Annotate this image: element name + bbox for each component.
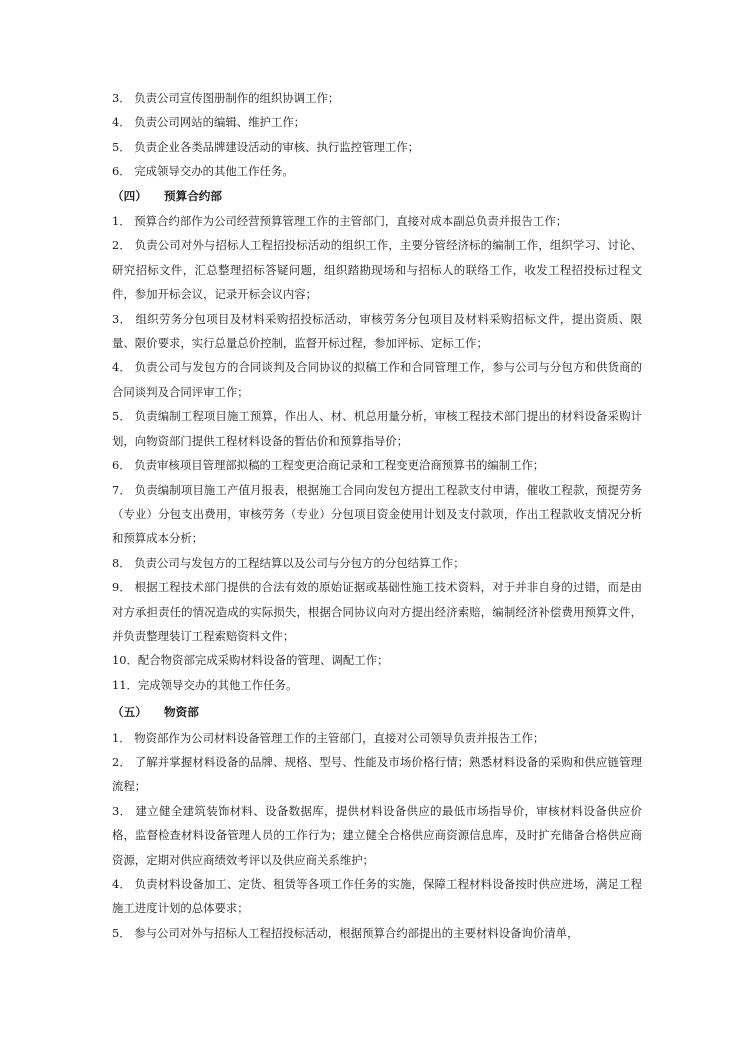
list-item: 6． 负责审核项目管理部拟稿的工程变更洽商记录和工程变更洽商预算书的编制工作； bbox=[112, 458, 545, 473]
list-item: 5． 负责企业各类品牌建设活动的审核、执行监控管理工作； bbox=[112, 139, 420, 154]
list-item: 9． 根据工程技术部门提供的合法有效的原始证据或基础性施工技术资料，对于并非自身的过错，而是由对方承担责任的情况造成的实际损失，根据合同协议向对方提出经济索赔，编制经济补偿费用预算文件，并负责整理装订工程索赔资料文件； bbox=[112, 580, 642, 643]
document-body bbox=[112, 86, 642, 945]
section-heading-materials bbox=[112, 700, 642, 724]
list-item: 11．完成领导交办的其他工作任务。 bbox=[112, 677, 298, 692]
list-item: 1． 预算合约部作为公司经营预算管理工作的主管部门，直接对成本副总负责并报告工作； bbox=[112, 214, 568, 229]
list-item: 3． 建立健全建筑装饰材料、设备数据库，提供材料设备供应的最低市场指导价，审核材料设备供应价格，监督检查材料设备管理人员的工作行为；建立健全合格供应商资源信息库，及时扩充储备合格供应商资源，定期对供应商绩效考评以及供应商关系维护； bbox=[112, 803, 642, 867]
list-item: 4． 负责公司与发包方的合同谈判及合同协议的拟稿工作和合同管理工作，参与公司与分包方和供货商的合同谈判及合同评审工作； bbox=[112, 360, 642, 399]
list-item: 5． 负责编制工程项目施工预算，作出人、材、机总用量分析，审核工程技术部门提出的材料设备采购计划，向物资部门提供工程材料设备的暂估价和预算指导价； bbox=[112, 409, 642, 448]
list-item: 3． 负责公司宣传图册制作的组织协调工作； bbox=[112, 91, 340, 105]
list-item: 8． 负责公司与发包方的工程结算以及公司与分包方的分包结算工作； bbox=[112, 555, 465, 570]
list-item: 1． 物资部作为公司材料设备管理工作的主管部门，直接对公司领导负责并报告工作； bbox=[112, 730, 545, 745]
list-item: 3． 组织劳务分包项目及材料采购招投标活动，审核劳务分包项目及材料采购招标文件，提出资质、限量、限价要求，实行总量总价控制，监督开标过程，参加评标、定标工作； bbox=[112, 311, 642, 351]
section-number: （五） bbox=[112, 705, 147, 720]
list-item: 2． 了解并掌握材料设备的品牌、规格、型号、性能及市场价格行情；熟悉材料设备的采购和供应链管理流程； bbox=[112, 754, 642, 794]
section-title: 预算合约部 bbox=[164, 188, 222, 203]
list-item: 5． 参与公司对外与招标人工程招投标活动，根据预算合约部提出的主要材料设备询价清单， bbox=[112, 925, 579, 940]
list-item: 6． 完成领导交办的其他工作任务。 bbox=[112, 164, 294, 179]
section-number: （四） bbox=[112, 188, 147, 203]
section-heading-budget-contract bbox=[112, 184, 642, 208]
section-title: 物资部 bbox=[164, 705, 199, 720]
list-item: 7． 负责编制项目施工产值月报表，根据施工合同向发包方提出工程款支付申请，催收工程款，预提劳务（专业）分包支出费用，审核劳务（专业）分包项目资金使用计划及支付款项，作出工程款收支情况分析和预算成本分析； bbox=[112, 482, 642, 546]
list-item: 10．配合物资部完成采购材料设备的管理、调配工作； bbox=[112, 653, 389, 668]
list-item: 4． 负责材料设备加工、定货、租赁等各项工作任务的实施，保障工程材料设备按时供应进场，满足工程施工进度计划的总体要求； bbox=[112, 877, 642, 916]
list-item: 4． 负责公司网站的编辑、维护工作； bbox=[112, 115, 306, 130]
list-item: 2． 负责公司对外与招标人工程招投标活动的组织工作，主要分管经济标的编制工作，组织学习、讨论、研究招标文件，汇总整理招标答疑问题，组织踏勘现场和与招标人的联络工作，收发工程招投标过程文件，参加开标会议，记录开标会议内容； bbox=[112, 238, 642, 302]
